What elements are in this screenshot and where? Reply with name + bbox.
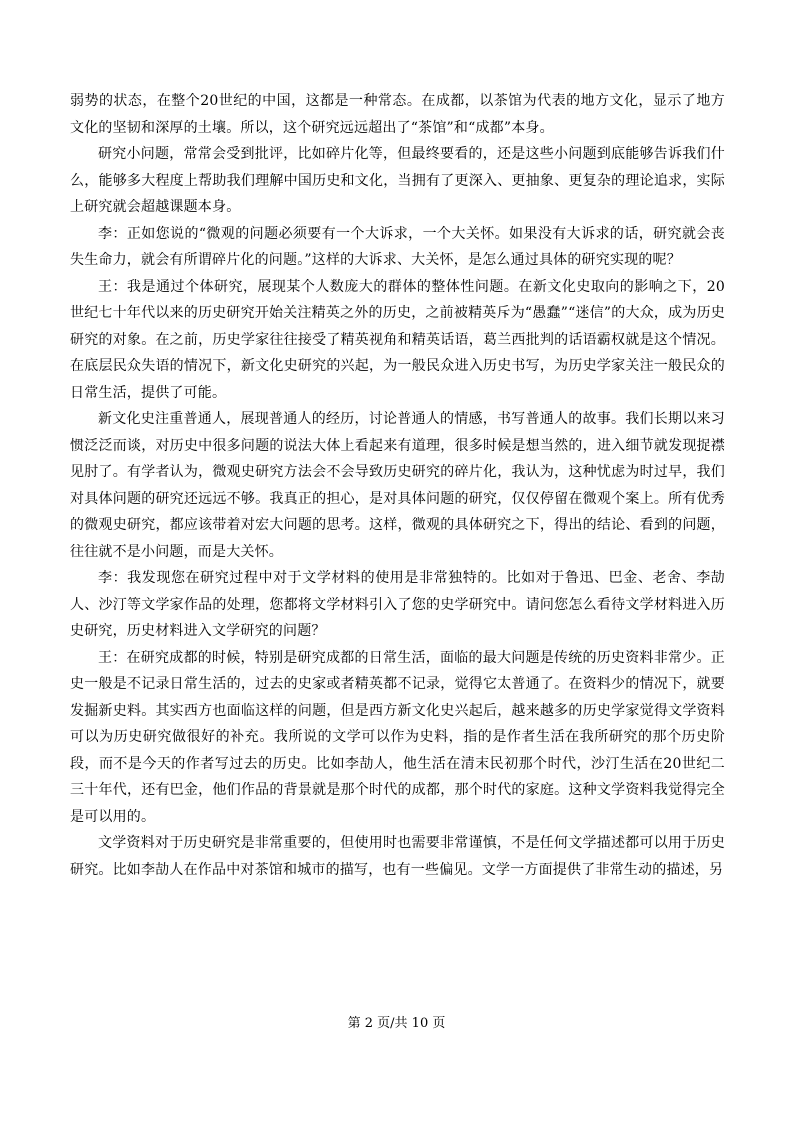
paragraph-2: 研究小问题，常常会受到批评，比如碎片化等，但最终要看的，还是这些小问题到底能够告诉我们什么，能够多大程度上帮助我们理解中国历史和文化，当拥有了更深入、更抽象、更复杂的理论追求，实际上研究就会超越课题本身。 (70, 146, 725, 215)
paragraph-3: 李：正如您说的“微观的问题必须要有一个大诉求，一个大关怀。如果没有大诉求的话，研究就会丧失生命力，就会有所谓碎片化的问题。”这样的大诉求、大关怀，是怎么通过具体的研究实现的呢？ (70, 225, 725, 268)
paragraph-4: 王：我是通过个体研究，展现某个人数庞大的群体的整体性问题。在新文化史取向的影响之下，20世纪七十年代以来的历史研究开始关注精英之外的历史，之前被精英斥为“愚蠢”“迷信”的大众，成为历史研究的对象。在之前，历史学家往往接受了精英视角和精英话语，葛兰西批判的话语霸权就是这个情况。在底层民众失语的情况下，新文化史研究的兴起，为一般民众进入历史书写，为历史学家关注一般民众的日常生活，提供了可能。 (70, 278, 725, 401)
page-number-footer: 第 2 页/共 10 页 (347, 1016, 446, 1031)
paragraph-7: 王：在研究成都的时候，特别是研究成都的日常生活，面临的最大问题是传统的历史资料非常少。正史一般是不记录日常生活的，过去的史家或者精英都不记录，觉得它太普通了。在资料少的情况下，就要发掘新史料。其实西方也面临这样的问题，但是西方新文化史兴起后，越来越多的历史学家觉得文学资料可以为历史研究做很好的补充。我所说的文学可以作为史料，指的是作者生活在我所研究的那个历史阶段，而不是今天的作者写过去的历史。比如李劼人，他生活在清末民初那个时代，沙汀生活在20世纪二三十年代，还有巴金，他们作品的背景就是那个时代的成都，那个时代的家庭。这种文学资料我觉得完全是可以用的。 (70, 649, 725, 825)
paragraph-1: 弱势的状态，在整个20世纪的中国，这都是一种常态。在成都，以茶馆为代表的地方文化，显示了地方文化的坚韧和深厚的土壤。所以，这个研究远远超出了“茶馆”和“成都”本身。 (70, 93, 725, 136)
paragraph-8: 文学资料对于历史研究是非常重要的，但使用时也需要非常谨慎，不是任何文学描述都可以用于历史研究。比如李劼人在作品中对茶馆和城市的描写，也有一些偏见。文学一方面提供了非常生动的描述，另 (70, 835, 725, 878)
body-text (70, 88, 725, 883)
paragraph-6: 李：我发现您在研究过程中对于文学材料的使用是非常独特的。比如对于鲁迅、巴金、老舍、李劼人、沙汀等文学家作品的处理，您都将文学材料引入了您的史学研究中。请问您怎么看待文学材料进入历史研究，历史材料进入文学研究的问题？ (70, 570, 725, 639)
paragraph-5: 新文化史注重普通人，展现普通人的经历，讨论普通人的情感，书写普通人的故事。我们长期以来习惯泛泛而谈，对历史中很多问题的说法大体上看起来有道理，很多时候是想当然的，进入细节就发现捉襟见肘了。有学者认为，微观史研究方法会不会导致历史研究的碎片化，我认为，这种忧虑为时过早，我们对具体问题的研究还远远不够。我真正的担心，是对具体问题的研究，仅仅停留在微观个案上。所有优秀的微观史研究，都应该带着对宏大问题的思考。这样，微观的具体研究之下，得出的结论、看到的问题，往往就不是小问题，而是大关怀。 (70, 411, 725, 560)
